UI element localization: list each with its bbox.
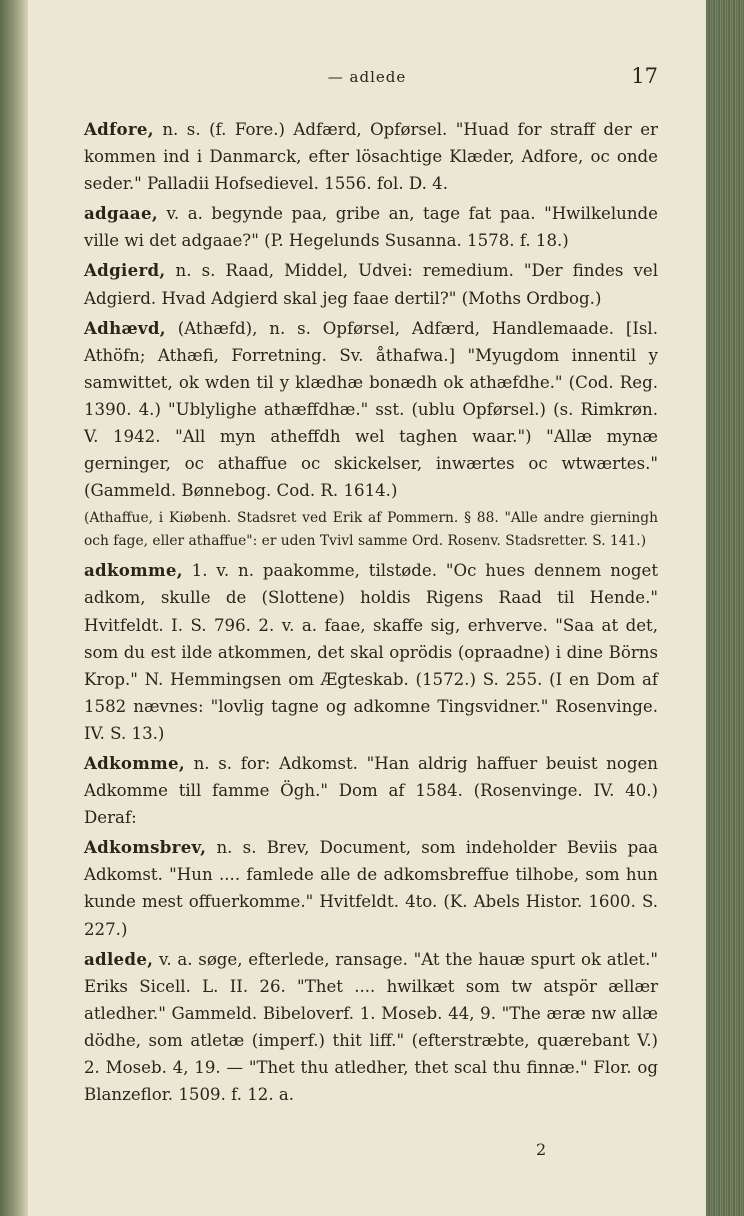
dictionary-text [84, 116, 658, 1111]
entry-adkomme-noun [84, 750, 658, 831]
definition: n. s. Raad, Middel, Udvei: remedium. "Der findes vel Adgierd. Hvad Adgierd skal jeg faae dertil?" (Moths Ordbog.) [84, 261, 658, 308]
page-header [28, 64, 706, 92]
entry-adfore [84, 116, 658, 197]
headword: Adfore, [84, 119, 154, 139]
entry-adkomme-verb [84, 557, 658, 747]
page-edges [706, 0, 744, 1216]
definition: 1. v. n. paakomme, tilstøde. "Oc hues dennem noget adkom, skulle de (Slottene) holdis Rigens Raad til Hende." Hvitfeldt. I. S. 796. 2. v. a. faae, skaffe sig, erhverve. "Saa at det, som du est ilde atkommen, det skal oprödis (opraadne) i dine Börns Krop." N. Hemmingsen om Ægteskab. (1572.) S. 255. (I en Dom af 1582 nævnes: "lovlig tagne og adkomne Tingsvidner." Rosenvinge. IV. S. 13.) [84, 561, 658, 743]
definition: v. a. søge, efterlede, ransage. "At the hauæ spurt ok atlet." Eriks Sicell. L. II. 26. "Thet .... hwilkæt som tw atspör ællær atledher." Gammeld. Bibeloverf. 1. Moseb. 44, 9. "The æræ nw allæ dödhe, som atletæ (imperf.) thit liff." (efterstræbte, quærebant V.) 2. Moseb. 4, 19. — "Thet thu atledher, thet scal thu finnæ." Flor. og Blanzeflor. 1509. f. 12. a. [84, 949, 658, 1105]
book-gutter [0, 0, 28, 1216]
headword: adkomme, [84, 560, 183, 581]
headword: adlede, [84, 948, 154, 969]
running-head: — adlede [327, 68, 407, 86]
entry-adlede [84, 946, 658, 1109]
page-number: 17 [631, 64, 658, 88]
headword: adgaae, [84, 203, 158, 224]
definition: n. s. Brev, Document, som indeholder Beviis paa Adkomst. "Hun .... famlede alle de adkomsbreffue tilhobe, som hun kunde mest offuerkomme." Hvitfeldt. 4to. (K. Abels Histor. 1600. S. 227.) [84, 838, 658, 939]
definition: (Athæfd), n. s. Opførsel, Adfærd, Handlemaade. [Isl. Athöfn; Athæfi, Forretning. Sv. åthafwa.] "Myugdom innentil y samwittet, ok wden til y klædhæ bonædh ok athæfdhe." (Cod. Reg. 1390. 4.) "Ublylighe athæffdhæ." sst. (ublu Opførsel.) (s. Rimkrøn. V. 1942. "All myn atheffdh wel taghen waar.") "Allæ mynæ gerninger, oc athaffue oc skickelser, inwærtes oc wtwærtes." (Gammeld. Bønnebog. Cod. R. 1614.) [84, 318, 658, 501]
definition: n. s. (f. Fore.) Adfærd, Opførsel. "Huad for straff der er kommen ind i Danmarck, efter lösachtige Klæder, Adfore, oc onde seder." Palladii Hofsedievel. 1556. fol. D. 4. [84, 120, 658, 194]
book-page [28, 0, 706, 1216]
entry-adhaevd [84, 315, 658, 505]
headword: Adkomme, [84, 752, 185, 773]
definition: n. s. for: Adkomst. "Han aldrig haffuer beuist nogen Adkomme till famme Ögh." Dom af 1584. (Rosenvinge. IV. 40.) Deraf: [84, 753, 658, 828]
headword: Adgierd, [84, 260, 166, 281]
small-print-note: (Athaffue, i Kiøbenh. Stadsret ved Erik af Pommern. § 88. "Alle andre gierningh och fage, eller athaffue": er uden Tvivl samme Ord. Rosenv. Stadsretter. S. 141.) [84, 510, 658, 550]
entry-adkomsbrev [84, 834, 658, 942]
definition: v. a. begynde paa, gribe an, tage fat paa. "Hwilkelunde ville wi det adgaae?" (P. Hegelunds Susanna. 1578. f. 18.) [84, 204, 658, 251]
headword: Adhævd, [84, 317, 166, 338]
entry-adgierd [84, 257, 658, 311]
headword: Adkomsbrev, [84, 837, 207, 858]
entry-adgaae [84, 200, 658, 254]
printer-signature: 2 [536, 1140, 547, 1159]
